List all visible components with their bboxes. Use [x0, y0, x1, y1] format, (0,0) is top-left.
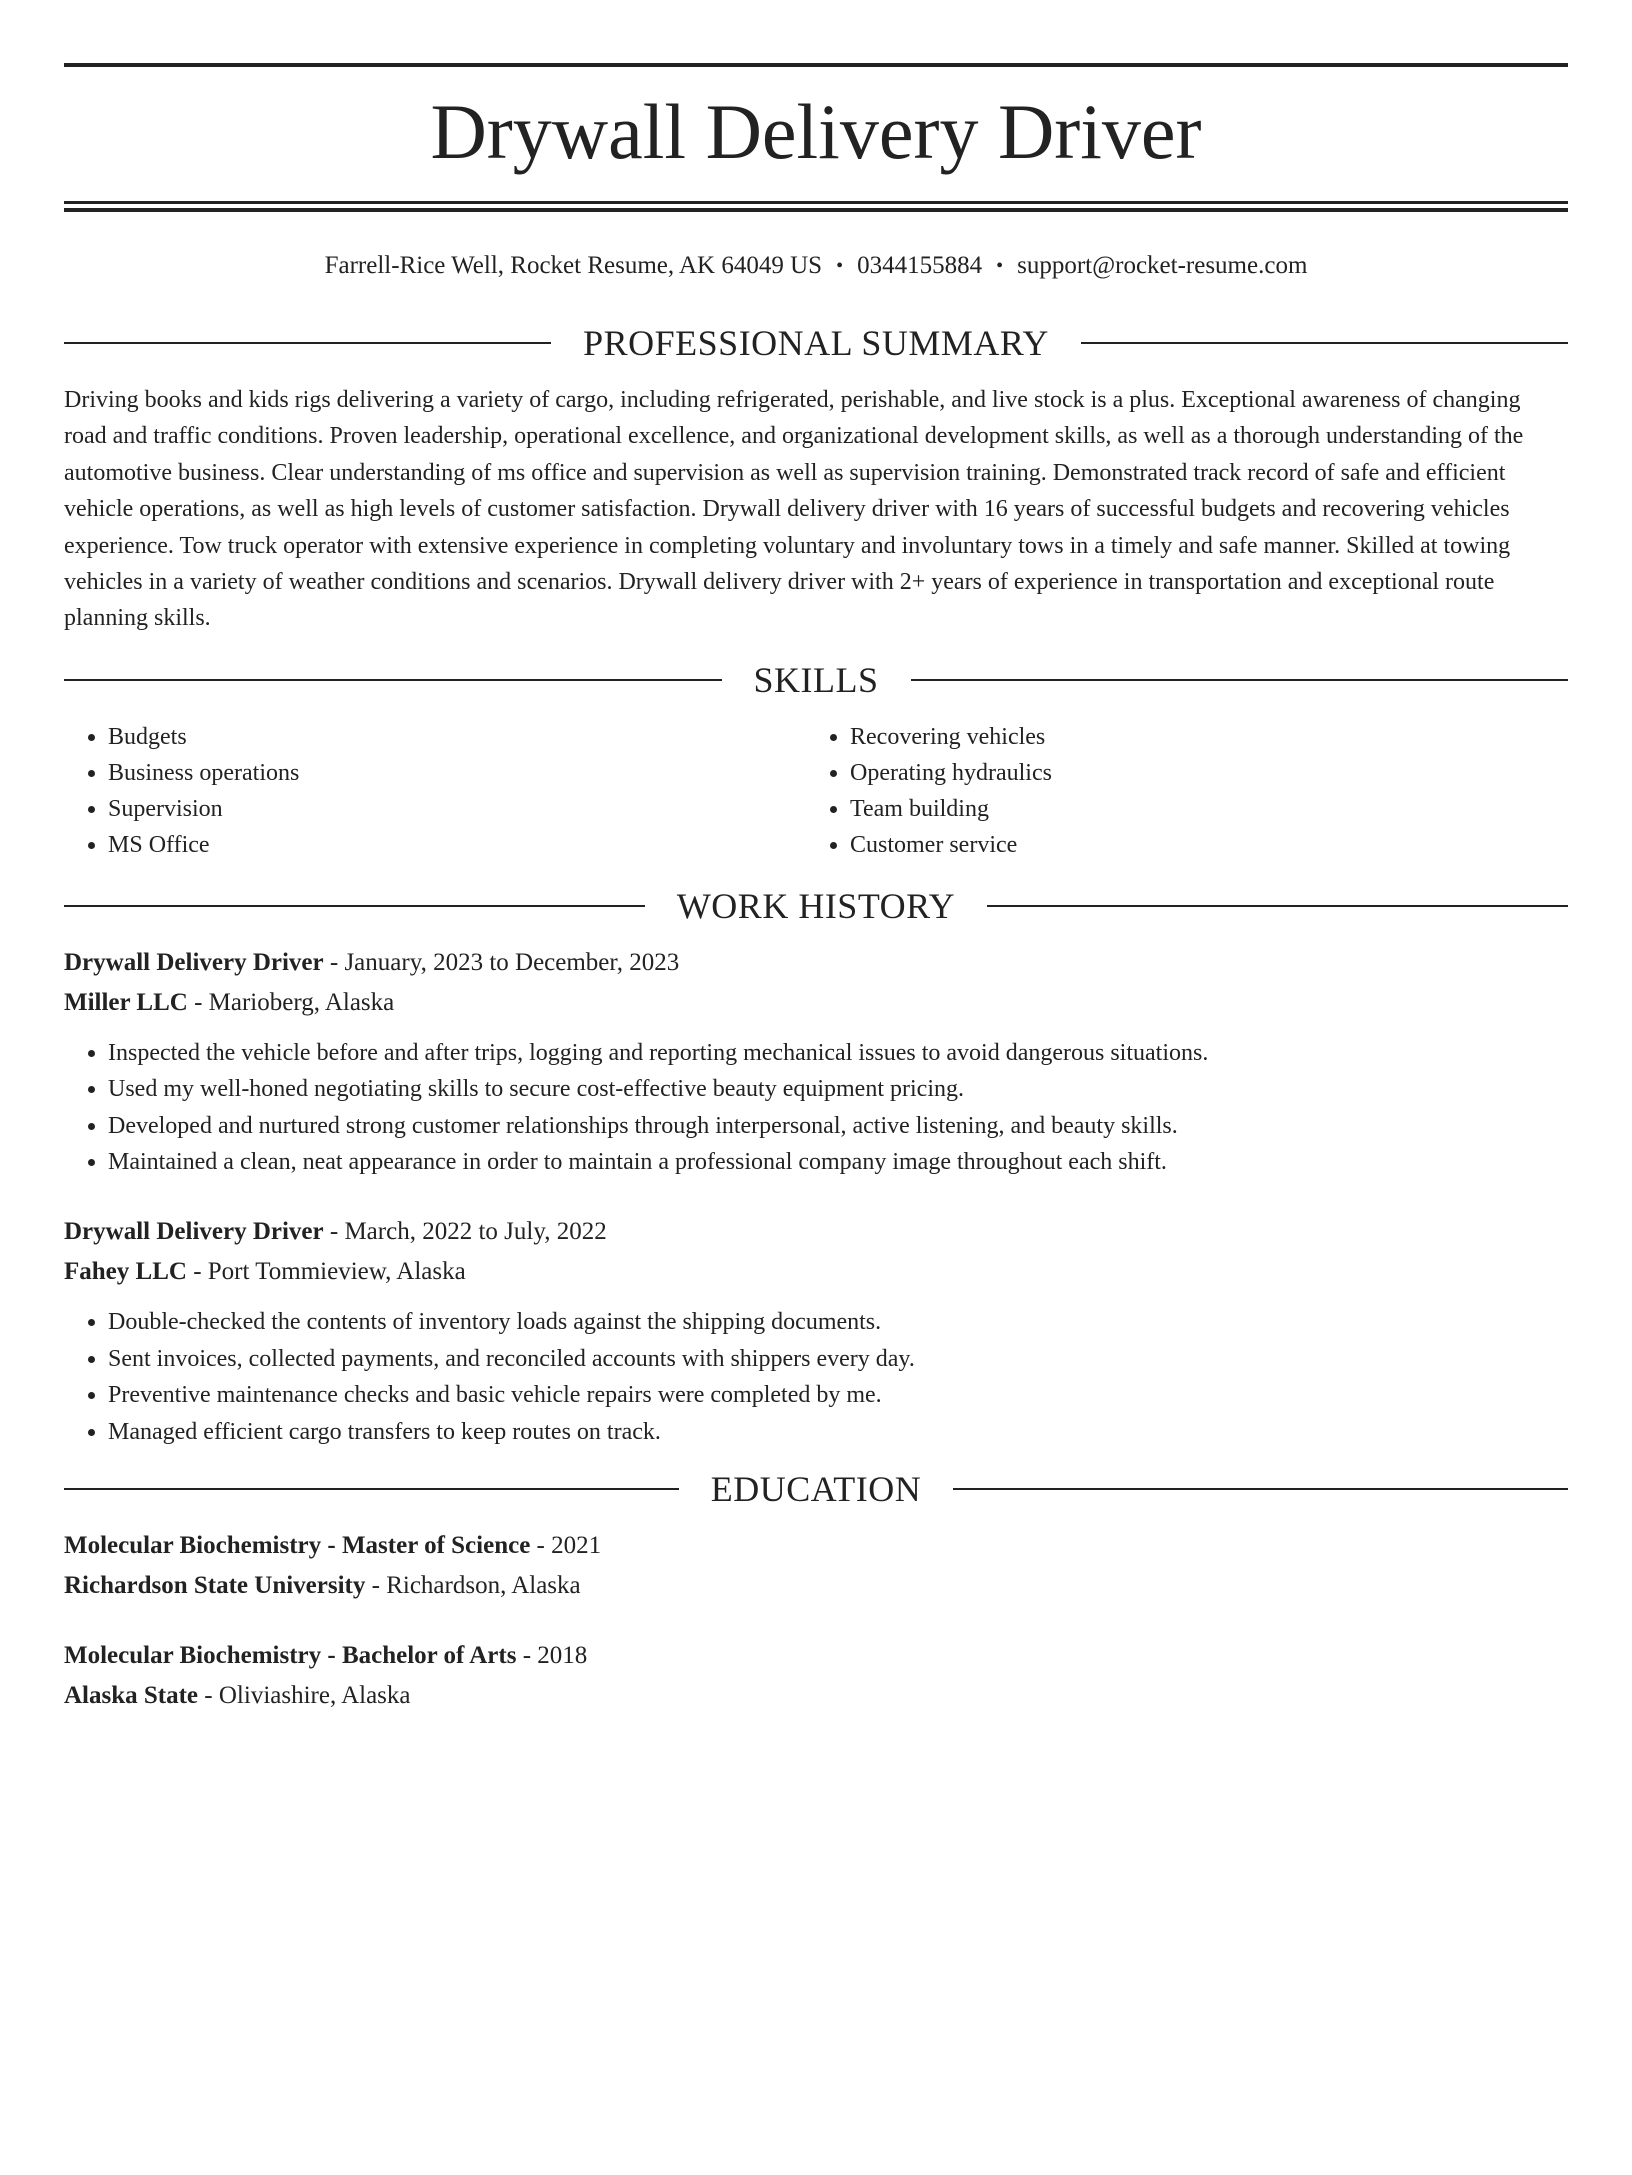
job-dates: - March, 2022 to July, 2022 [323, 1218, 607, 1246]
job-bullets [64, 1304, 1568, 1450]
education-heading-title: EDUCATION [710, 1469, 922, 1510]
heading-rule-left [64, 679, 722, 681]
education-school-line [64, 1566, 1568, 1606]
education-school: Alaska State [64, 1682, 199, 1710]
skills-list [64, 719, 1568, 863]
contact-phone[interactable]: 0344155884 [857, 252, 983, 279]
job-title: Drywall Delivery Driver [64, 1218, 324, 1246]
education-location: - Richardson, Alaska [365, 1572, 581, 1600]
education-degree: Molecular Biochemistry - Master of Science [64, 1532, 531, 1560]
job-bullet: • Sent invoices, collected payments, and reconciled accounts with shippers every day. [108, 1341, 1568, 1377]
heading-rule-right [953, 1488, 1568, 1490]
job-entry [64, 1212, 1568, 1450]
education-year: - 2018 [516, 1642, 588, 1670]
job-company: Miller LLC [64, 988, 188, 1016]
skill-item: • Recovering vehicles [850, 719, 1548, 755]
heading-rule-right [1081, 342, 1568, 344]
education-school: Richardson State University [64, 1572, 366, 1600]
skills-column-left [64, 719, 806, 863]
skill-item: • Business operations [108, 755, 806, 791]
job-bullet: • Maintained a clean, neat appearance in order to maintain a professional company image throughout each shift. [108, 1144, 1568, 1180]
job-company: Fahey LLC [64, 1258, 187, 1286]
skill-item: • Supervision [108, 791, 806, 827]
job-bullet: • Inspected the vehicle before and after trips, logging and reporting mechanical issues to avoid dangerous situations. [108, 1035, 1568, 1071]
education-entry [64, 1636, 1568, 1716]
skill-item: • Operating hydraulics [850, 755, 1548, 791]
resume-page [0, 63, 1632, 2175]
job-bullet: • Used my well-honed negotiating skills to secure cost-effective beauty equipment pricing. [108, 1071, 1568, 1107]
skill-item: • Team building [850, 791, 1548, 827]
job-bullet: • Preventive maintenance checks and basic vehicle repairs were completed by me. [108, 1377, 1568, 1413]
contact-separator: • [996, 255, 1004, 277]
skills-column-right [806, 719, 1548, 863]
job-company-line [64, 983, 1568, 1023]
job-location: - Marioberg, Alaska [187, 988, 395, 1016]
skill-item: • MS Office [108, 827, 806, 863]
contact-email[interactable]: support@rocket-resume.com [1017, 252, 1308, 279]
education-heading [64, 1464, 1568, 1514]
heading-rule-left [64, 1488, 679, 1490]
job-bullets [64, 1035, 1568, 1181]
heading-rule-left [64, 905, 645, 907]
contact-separator: • [836, 255, 844, 277]
job-bullet: • Developed and nurtured strong customer relationships through interpersonal, active listening, and beauty skills. [108, 1108, 1568, 1144]
work-heading [64, 881, 1568, 931]
job-location: - Port Tommieview, Alaska [186, 1258, 466, 1286]
work-heading-title: WORK HISTORY [676, 885, 956, 926]
heading-rule-left [64, 342, 551, 344]
job-title-line [64, 1212, 1568, 1252]
contact-address: Farrell-Rice Well, Rocket Resume, AK 64049 US [324, 252, 823, 279]
summary-text: Driving books and kids rigs delivering a variety of cargo, including refrigerated, perishable, and live stock is a plus. Exceptional awareness of changing road and traffic conditions. Proven leadership, operational excellence, and organizational development skills, as well as a thorough understanding of the automotive business. Clear understanding of ms office and supervision as well as supervision training. Demonstrated track record of safe and efficient vehicle operations, as well as high levels of customer satisfaction. Drywall delivery driver with 16 years of successful budgets and recovering vehicles experience. Tow truck operator with extensive experience in completing voluntary and involuntary tows in a timely and safe manner. Skilled at towing vehicles in a variety of weather conditions and scenarios. Drywall delivery driver with 2+ years of experience in transportation and exceptional route planning skills. [64, 387, 1524, 632]
education-location: - Oliviashire, Alaska [198, 1682, 411, 1710]
skills-heading-title: SKILLS [753, 659, 879, 700]
heading-rule-right [911, 679, 1569, 681]
job-entry [64, 943, 1568, 1181]
education-year: - 2021 [530, 1532, 602, 1560]
header-top-rule [64, 63, 1568, 67]
skills-heading [64, 655, 1568, 705]
education-school-line [64, 1676, 1568, 1716]
job-title: Drywall Delivery Driver [64, 948, 324, 976]
skill-item: • Customer service [850, 827, 1548, 863]
job-bullet: • Double-checked the contents of inventory loads against the shipping documents. [108, 1304, 1568, 1340]
job-dates: - January, 2023 to December, 2023 [323, 948, 680, 976]
summary-heading [64, 318, 1568, 368]
job-title-line [64, 943, 1568, 983]
resume-name: Drywall Delivery Driver [430, 88, 1202, 175]
education-degree-line [64, 1636, 1568, 1676]
job-company-line [64, 1252, 1568, 1292]
heading-rule-right [987, 905, 1568, 907]
contact-line [64, 248, 1568, 284]
header-double-rule [64, 201, 1568, 212]
education-degree: Molecular Biochemistry - Bachelor of Arts [64, 1642, 517, 1670]
skill-item: • Budgets [108, 719, 806, 755]
education-degree-line [64, 1526, 1568, 1566]
education-entry [64, 1526, 1568, 1606]
job-bullet: • Managed efficient cargo transfers to keep routes on track. [108, 1414, 1568, 1450]
summary-heading-title: PROFESSIONAL SUMMARY [583, 323, 1049, 363]
